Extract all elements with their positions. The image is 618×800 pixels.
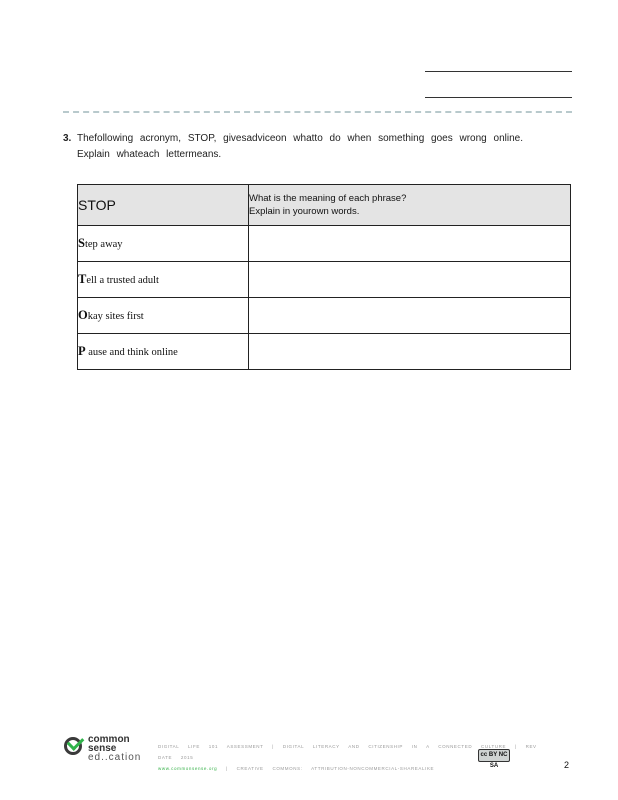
header-meaning <box>249 185 571 226</box>
table-row <box>78 262 571 298</box>
term-cell <box>78 226 249 262</box>
question-text: Thefollowing acronym, STOP, givesadviceon whatto do when something goes wrong online. Explain whateach lettermeans. <box>77 133 523 160</box>
answer-cell[interactable] <box>249 334 571 370</box>
term-rest: kay sites first <box>87 311 144 322</box>
stop-table <box>77 184 571 370</box>
logo-line-sense: sense <box>88 743 117 754</box>
page-number: 2 <box>564 760 570 770</box>
table-row <box>78 334 571 370</box>
footer-website-link[interactable]: www.commonsense.org <box>158 766 218 771</box>
answer-cell[interactable] <box>249 298 571 334</box>
term-initial: O <box>78 308 88 322</box>
answer-cell[interactable] <box>249 262 571 298</box>
header-meaning-line2: Explain in yourown words. <box>249 206 360 217</box>
name-line[interactable] <box>425 58 572 72</box>
term-cell <box>78 334 249 370</box>
term-rest: ell a trusted adult <box>86 275 159 286</box>
term-initial: P <box>78 344 86 358</box>
header-stop: STOP <box>78 185 249 226</box>
footer-license-row <box>158 763 538 774</box>
common-sense-logo <box>64 735 144 771</box>
term-cell <box>78 298 249 334</box>
logo-line-common: common <box>88 734 130 745</box>
header-meaning-line1: What is the meaning of each phrase? <box>249 193 407 204</box>
dashed-divider <box>63 111 572 113</box>
creative-commons-badge-icon: cc BY NC SA <box>478 749 510 762</box>
logo-line-education: ed..cation <box>88 752 142 763</box>
term-rest: ause and think online <box>85 347 178 358</box>
date-line[interactable] <box>425 84 572 98</box>
answer-cell[interactable] <box>249 226 571 262</box>
table-header-row <box>78 185 571 226</box>
term-initial: T <box>78 272 87 286</box>
question-3 <box>63 131 533 163</box>
name-date-lines <box>425 58 572 110</box>
footer-license-text: | CREATIVE COMMONS: ATTRIBUTION-NONCOMMERCIAL-SHAREALIKE <box>226 766 435 771</box>
question-number: 3. <box>63 133 72 144</box>
logo-text <box>88 735 141 762</box>
term-initial: S <box>78 236 85 250</box>
footer-course-info: DIGITAL LIFE 101 ASSESSMENT | DIGITAL LITERACY AND CITIZENSHIP IN A CONNECTED CULTURE | REV DATE 2015 <box>158 744 537 760</box>
term-rest: tep away <box>84 239 123 250</box>
table-row <box>78 226 571 262</box>
term-cell <box>78 262 249 298</box>
table-row <box>78 298 571 334</box>
